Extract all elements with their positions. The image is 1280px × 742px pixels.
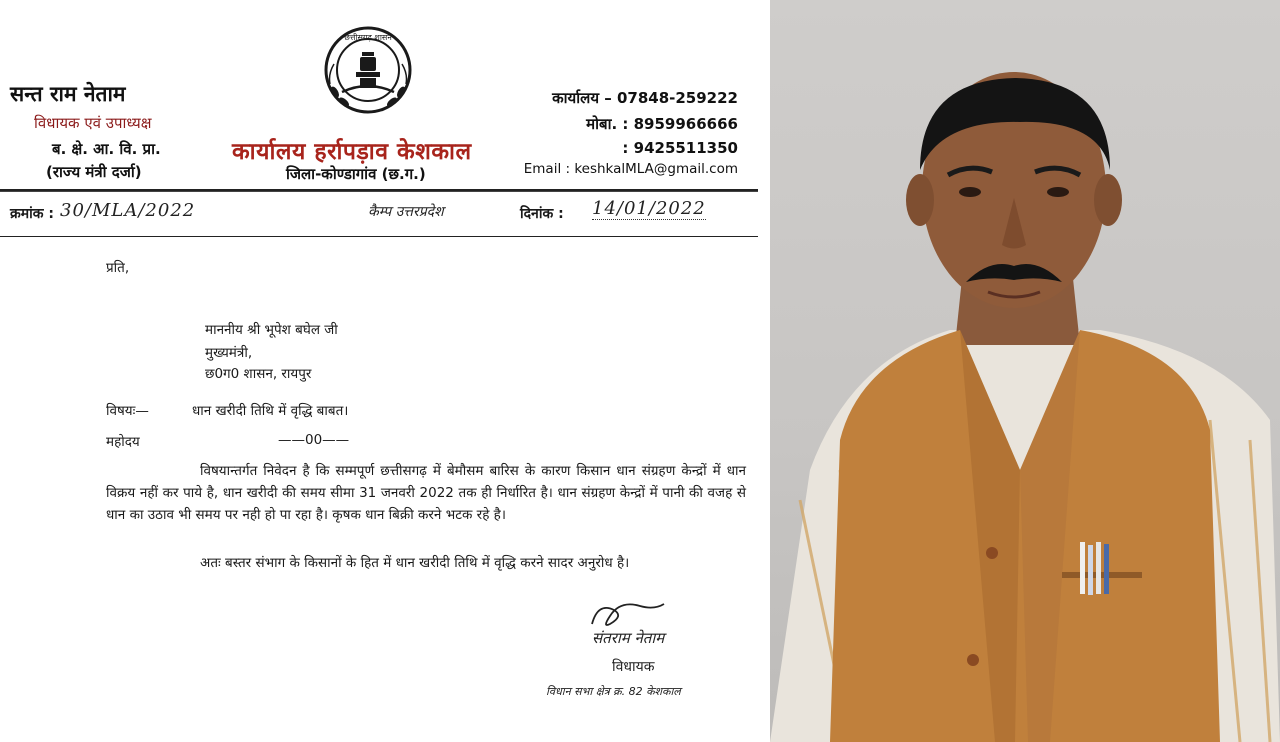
recipient-post: मुख्यमंत्री, <box>205 345 253 361</box>
portrait-photo <box>770 0 1280 742</box>
camp-place: कैम्प उत्तरप्रदेश <box>368 204 444 220</box>
ear-right <box>1094 174 1122 226</box>
body-paragraph-2: अतः बस्तर संभाग के किसानों के हित में धान खरीदी तिथि में वृद्धि करने सादर अनुरोध है। <box>200 555 630 571</box>
mobile-1: मोबा. : 8959966666 <box>586 115 738 133</box>
eye-left <box>959 187 981 197</box>
portrait-illustration <box>770 0 1280 742</box>
separator: ——00—— <box>278 432 350 448</box>
vest-pocket <box>1062 572 1142 578</box>
recipient-office: छ0ग0 शासन, रायपुर <box>205 366 312 382</box>
email-address: Email : keshkalMLA@gmail.com <box>523 161 738 177</box>
reference-number: 30/MLA/2022 <box>60 200 196 221</box>
signature-constituency: विधान सभा क्षेत्र क्र. 82 केशकाल <box>546 685 681 698</box>
subject-label: विषयः— <box>106 403 149 419</box>
mobile-2: : 9425511350 <box>622 139 738 157</box>
reference-divider <box>0 236 758 237</box>
pen-icon <box>1104 544 1109 594</box>
sender-rank: (राज्य मंत्री दर्जा) <box>46 163 142 181</box>
office-district: जिला-कोण्डागांव (छ.ग.) <box>286 165 426 183</box>
signature-role: विधायक <box>612 659 655 675</box>
signature-name: संतराम नेताम <box>592 629 665 647</box>
pen-icon <box>1088 545 1093 595</box>
pen-icon <box>1096 542 1101 594</box>
eye-right <box>1047 187 1069 197</box>
emblem-ring-text: छत्तीसगढ़ शासन <box>344 33 392 42</box>
pen-icon <box>1080 542 1085 594</box>
office-title: कार्यालय हर्रापड़ाव केशकाल <box>232 139 472 165</box>
sender-board: ब. क्षे. आ. वि. प्रा. <box>52 140 161 158</box>
reference-label: क्रमांक : <box>10 206 54 222</box>
body-paragraph-1: विषयान्तर्गत निवेदन है कि सम्मपूर्ण छत्तीसगढ़ में बेमौसम बारिस के कारण किसान धान संग्रहण केन्द्रों में धान विक्रय नहीं कर पाये है, धान खरीदी की समय सीमा 31 जनवरी 2022 तक ही निर्धारित है। धान संग्रहण केन्द्रों में पानी की वजह से धान का उठाव भी समय पर नही हो पा रहा है। कृषक धान बिक्री करने भटक रहे है। <box>106 463 746 523</box>
ear-left <box>906 174 934 226</box>
letter-date: 14/01/2022 <box>592 198 706 219</box>
recipient-name: माननीय श्री भूपेश बघेल जी <box>205 322 338 338</box>
vest-button <box>986 547 998 559</box>
sender-name: सन्त राम नेताम <box>10 82 126 106</box>
sender-designation: विधायक एवं उपाध्यक्ष <box>34 114 152 132</box>
greeting: महोदय <box>106 434 140 450</box>
header-divider-thin <box>0 191 758 192</box>
date-label: दिनांक : <box>520 206 564 222</box>
subject-text: धान खरीदी तिथि में वृद्धि बाबत। <box>192 403 349 419</box>
office-phone: कार्यालय – 07848-259222 <box>552 89 738 107</box>
state-emblem-icon <box>322 22 414 122</box>
to-label: प्रति, <box>106 260 130 276</box>
vest-button <box>967 654 979 666</box>
